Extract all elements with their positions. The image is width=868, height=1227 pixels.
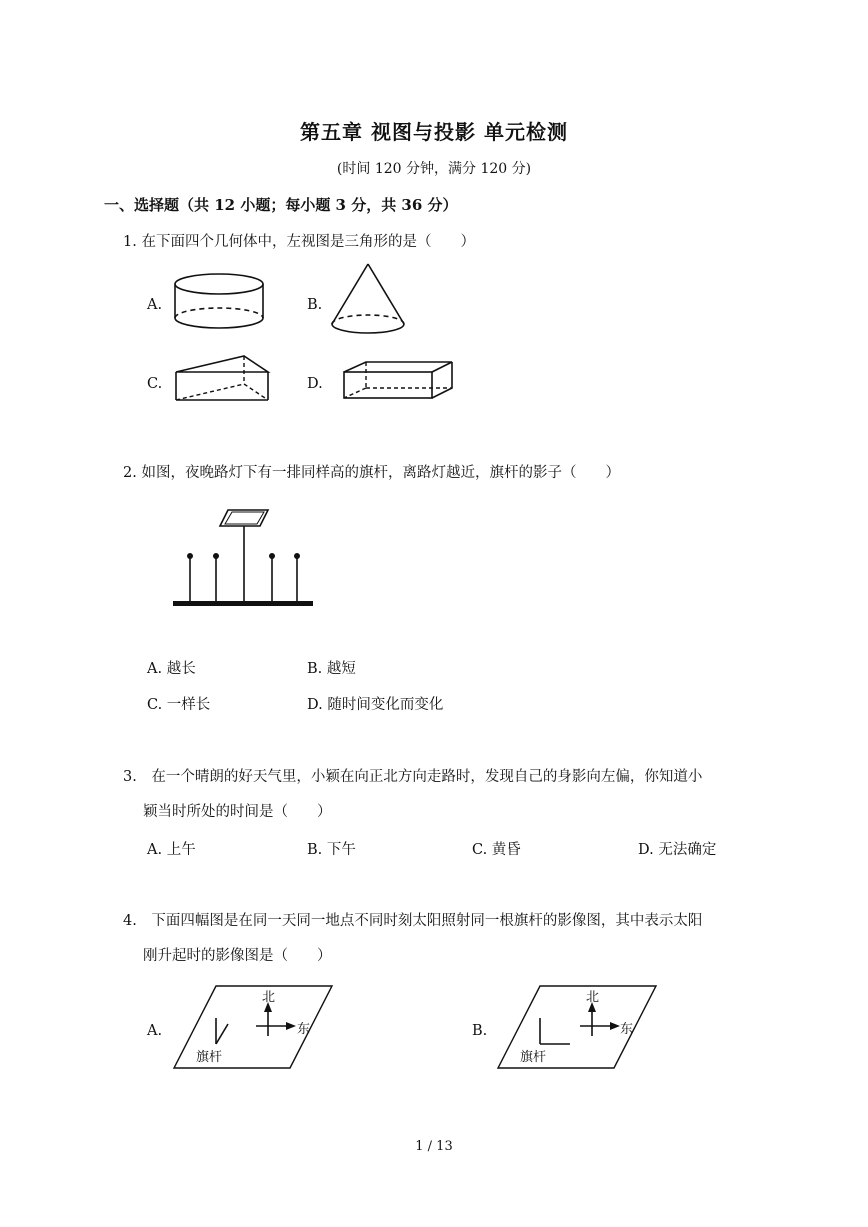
q3-option-a: A. 上午 [147,842,196,858]
q3-option-b: B. 下午 [307,842,356,858]
q2-option-b: B. 越短 [307,661,356,677]
q1-option-a-label: A. [147,297,163,313]
question-2-stem: 2. 如图，夜晚路灯下有一排同样高的旗杆，离路灯越近，旗杆的影子（ ） [123,465,620,481]
question-4-stem-line2: 刚升起时的影像图是（ ） [143,948,332,964]
q4-option-b-label: B. [472,1023,488,1039]
east-label-b: 东 [620,1022,634,1037]
cylinder-figure [172,270,272,332]
q1-option-b-label: B. [307,297,323,313]
cone-figure [330,262,410,342]
page-subtitle: (时间 120 分钟，满分 120 分) [336,161,532,177]
q4-option-a-label: A. [147,1023,163,1039]
page-title: 第五章 视图与投影 单元检测 [300,120,568,144]
triangular-prism-figure [174,354,274,404]
question-3-stem-line2: 颖当时所处的时间是（ ） [143,804,332,820]
q2-option-a: A. 越长 [147,661,196,677]
north-label-a: 北 [262,990,276,1005]
q2-option-d: D. 随时间变化而变化 [307,697,444,713]
question-4-stem-line1: 4. 下面四幅图是在同一天同一地点不同时刻太阳照射同一根旗杆的影像图，其中表示太阳 [123,913,703,929]
question-1-stem: 1. 在下面四个几何体中，左视图是三角形的是（ ） [123,234,475,250]
north-label-b: 北 [586,990,600,1005]
east-label-a: 东 [297,1022,311,1037]
q1-option-d-label: D. [307,376,323,392]
question-3-stem-line1: 3. 在一个晴朗的好天气里，小颖在向正北方向走路时，发现自己的身影向左偏，你知道小 [123,769,703,785]
q3-option-d: D. 无法确定 [638,842,717,858]
page-number: 1 / 13 [415,1139,453,1154]
q1-option-c-label: C. [147,376,163,392]
q3-option-c: C. 黄昏 [472,842,521,858]
cuboid-figure [342,360,457,402]
pole-label-b: 旗杆 [520,1050,547,1065]
street-lamp-flagpoles-figure [170,504,320,610]
pole-label-a: 旗杆 [196,1050,223,1065]
q2-option-c: C. 一样长 [147,697,211,713]
section-heading: 一、选择题（共 12 小题；每小题 3 分，共 36 分） [104,196,458,214]
